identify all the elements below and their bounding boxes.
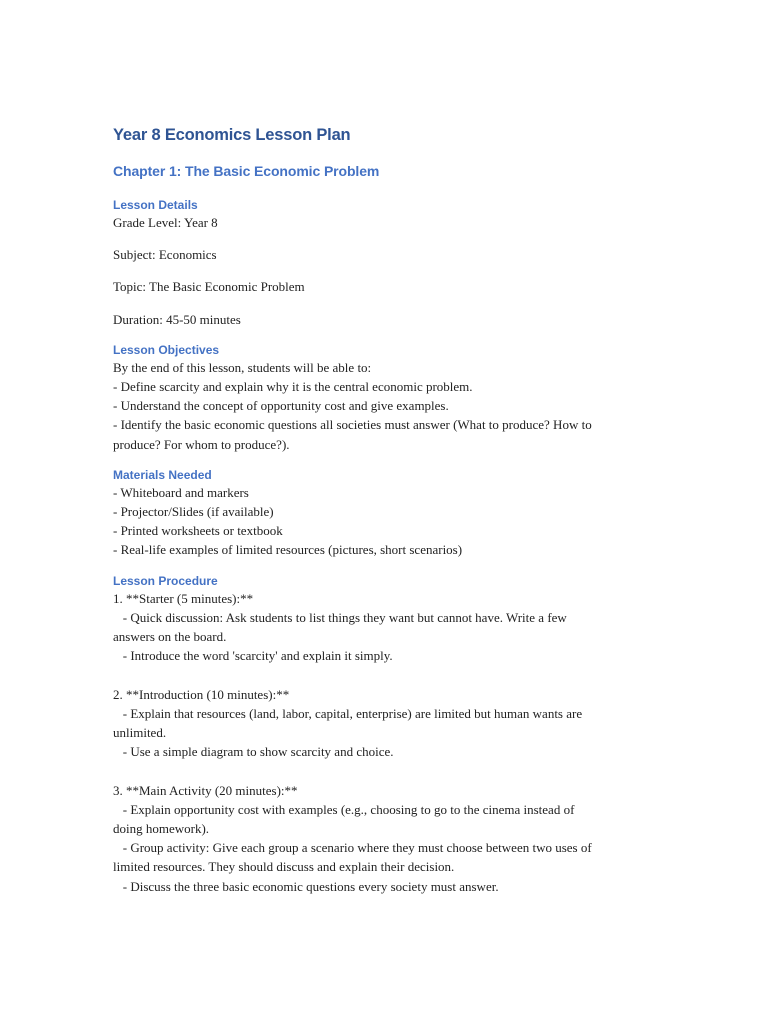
procedure-heading: Lesson Procedure (113, 573, 218, 588)
procedure-step-line: answers on the board. (113, 629, 227, 645)
procedure-step-line: - Introduce the word 'scarcity' and explain it simply. (113, 648, 393, 664)
chapter-title: Chapter 1: The Basic Economic Problem (113, 163, 380, 179)
objective-item: - Understand the concept of opportunity cost and give examples. (113, 398, 449, 414)
duration-line: Duration: 45-50 minutes (113, 311, 241, 327)
document-page (113, 124, 658, 896)
subject-line: Subject: Economics (113, 247, 217, 263)
procedure-step-line: - Use a simple diagram to show scarcity and choice. (113, 744, 394, 760)
procedure-step-line: - Discuss the three basic economic questions every society must answer. (113, 878, 499, 894)
lesson-objectives-heading: Lesson Objectives (113, 342, 220, 357)
procedure-step-title: 2. **Introduction (10 minutes):** (113, 686, 290, 702)
topic-line: Topic: The Basic Economic Problem (113, 279, 305, 295)
procedure-step-line: - Explain that resources (land, labor, capital, enterprise) are limited but human wants are (113, 705, 583, 721)
grade-level-line: Grade Level: Year 8 (113, 215, 218, 230)
lesson-details-section (113, 213, 658, 329)
procedure-step-line: - Group activity: Give each group a scenario where they must choose between two uses of (113, 840, 592, 856)
material-item: - Real-life examples of limited resources (pictures, short scenarios) (113, 542, 463, 558)
objectives-intro: By the end of this lesson, students will be able to: (113, 359, 372, 375)
procedure-step-title: 1. **Starter (5 minutes):** (113, 590, 254, 606)
procedure-step-line: doing homework). (113, 821, 210, 837)
lesson-details-heading: Lesson Details (113, 198, 198, 212)
materials-section (113, 483, 658, 560)
objective-item: - Define scarcity and explain why it is the central economic problem. (113, 379, 473, 395)
materials-heading: Materials Needed (113, 467, 212, 482)
objective-item-continued: produce? For whom to produce?). (113, 436, 290, 452)
procedure-step-line: unlimited. (113, 725, 167, 741)
lesson-objectives-section (113, 358, 658, 454)
procedure-step-line: limited resources. They should discuss and explain their decision. (113, 859, 455, 875)
procedure-section (113, 589, 658, 896)
procedure-step-line: - Explain opportunity cost with examples (e.g., choosing to go to the cinema instead of (113, 801, 575, 817)
material-item: - Whiteboard and markers (113, 484, 249, 500)
procedure-step-title: 3. **Main Activity (20 minutes):** (113, 782, 298, 798)
document-title: Year 8 Economics Lesson Plan (113, 126, 351, 144)
objective-item: - Identify the basic economic questions all societies must answer (What to produce? How to (113, 417, 592, 433)
procedure-step-line: - Quick discussion: Ask students to list things they want but cannot have. Write a few (113, 609, 567, 625)
material-item: - Projector/Slides (if available) (113, 504, 274, 520)
material-item: - Printed worksheets or textbook (113, 523, 283, 539)
